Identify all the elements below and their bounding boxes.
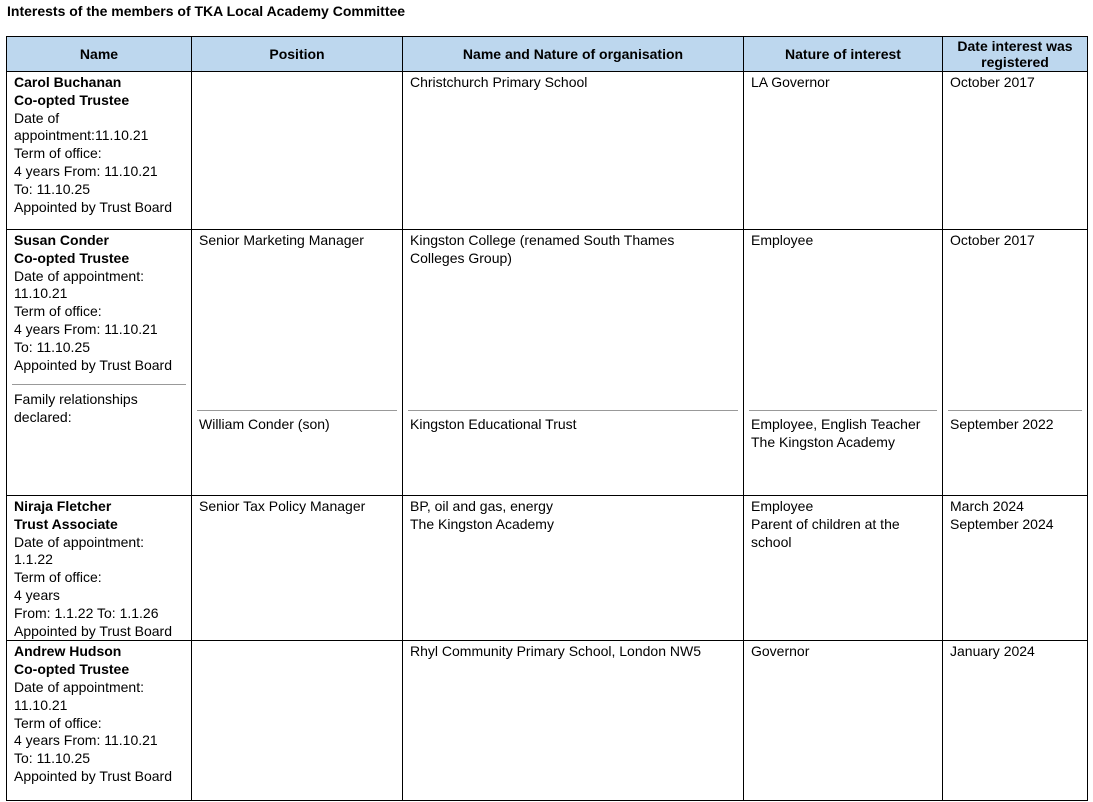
divider [197,410,397,411]
family-date: September 2022 [950,415,1054,432]
member-cell [7,641,192,801]
header-position: Position [192,37,403,72]
member-detail: 4 years From: 11.10.21 [14,732,158,749]
family-label: declared: [14,409,72,426]
member-detail: Term of office: [14,569,102,586]
date-cell [943,230,1088,496]
member-detail: Date of [14,109,60,126]
date-cell [943,72,1088,230]
member-name: Niraja Fletcher [14,498,112,514]
member-detail: Term of office: [14,714,102,731]
interests-table [6,36,1088,801]
interest-cell [744,496,943,641]
organisation-line: Christchurch Primary School [410,74,588,90]
organisation-cell [403,72,744,230]
organisation-cell [403,496,744,641]
table-row [7,641,1088,801]
position-cell [192,641,403,801]
member-detail: 1.1.22 [14,551,53,568]
member-detail: 4 years From: 11.10.21 [14,320,158,337]
header-organisation: Name and Nature of organisation [403,37,744,72]
member-detail: To: 11.10.25 [14,750,91,767]
interest-cell [744,72,943,230]
interest-line: Employee [751,232,814,248]
organisation-line: Rhyl Community Primary School, London NW5 [410,643,701,660]
position-text: Senior Marketing Manager [199,232,364,248]
member-detail: 11.10.21 [14,285,68,302]
member-detail: appointment:11.10.21 [14,127,149,144]
organisation-line: Colleges Group) [410,249,512,266]
position-cell [192,72,403,230]
member-name: Andrew Hudson [14,643,122,660]
interest-line: Parent of children at the [751,515,900,532]
document-title: Interests of the members of TKA Local Academy Committee [7,3,406,19]
header-name: Name [7,37,192,72]
member-detail: Appointed by Trust Board [14,622,172,639]
organisation-line: The Kingston Academy [410,515,554,532]
date-line: October 2017 [950,232,1035,248]
table-row [7,496,1088,641]
member-detail: 11.10.21 [14,696,68,713]
organisation-cell [403,230,744,496]
divider [948,410,1082,411]
member-detail: 4 years From: 11.10.21 [14,162,158,179]
member-detail: Appointed by Trust Board [14,198,172,215]
member-detail: Appointed by Trust Board [14,356,172,373]
family-label: Family relationships [14,391,138,408]
member-detail: To: 11.10.25 [14,180,91,197]
header-date: Date interest was registered [943,37,1088,72]
table-row [7,230,1088,496]
interest-line: school [751,533,792,550]
organisation-line: BP, oil and gas, energy [410,498,553,514]
position-cell: Senior Tax Policy Manager [192,496,403,641]
organisation-line: Kingston College (renamed South Thames [410,232,675,248]
position-cell [192,230,403,496]
member-detail: 4 years [14,586,60,603]
date-cell [943,641,1088,801]
date-line: September 2024 [950,515,1054,532]
family-position: William Conder (son) [199,415,330,432]
family-interest: Employee, English Teacher [751,415,921,432]
header-row [7,37,1088,72]
divider [408,410,738,411]
member-cell [7,496,192,641]
member-detail: To: 11.10.25 [14,338,91,355]
member-detail: Date of appointment: [14,533,144,550]
member-name: Carol Buchanan [14,74,122,90]
interest-cell [744,641,943,801]
divider [12,384,186,385]
member-role: Co-opted Trustee [14,661,130,678]
date-line: October 2017 [950,74,1035,90]
member-name: Susan Conder [14,232,109,248]
divider [749,410,937,411]
family-interest: The Kingston Academy [751,433,895,450]
date-line: March 2024 [950,498,1024,514]
member-detail: Term of office: [14,303,102,320]
header-interest: Nature of interest [744,37,943,72]
date-cell [943,496,1088,641]
member-cell [7,230,192,496]
interest-line: Employee [751,498,814,514]
member-detail: Term of office: [14,145,102,162]
interest-cell [744,230,943,496]
member-cell [7,72,192,230]
interest-line: LA Governor [751,74,830,90]
member-role: Trust Associate [14,515,118,532]
member-detail: Date of appointment: [14,267,144,284]
interest-line: Governor [751,643,810,660]
date-line: January 2024 [950,643,1035,660]
member-detail: From: 1.1.22 To: 1.1.26 [14,604,159,621]
member-detail: Appointed by Trust Board [14,767,172,784]
table-row [7,72,1088,230]
member-role: Co-opted Trustee [14,249,130,266]
organisation-cell [403,641,744,801]
family-organisation: Kingston Educational Trust [410,415,577,432]
member-role: Co-opted Trustee [14,91,130,108]
member-detail: Date of appointment: [14,678,144,695]
